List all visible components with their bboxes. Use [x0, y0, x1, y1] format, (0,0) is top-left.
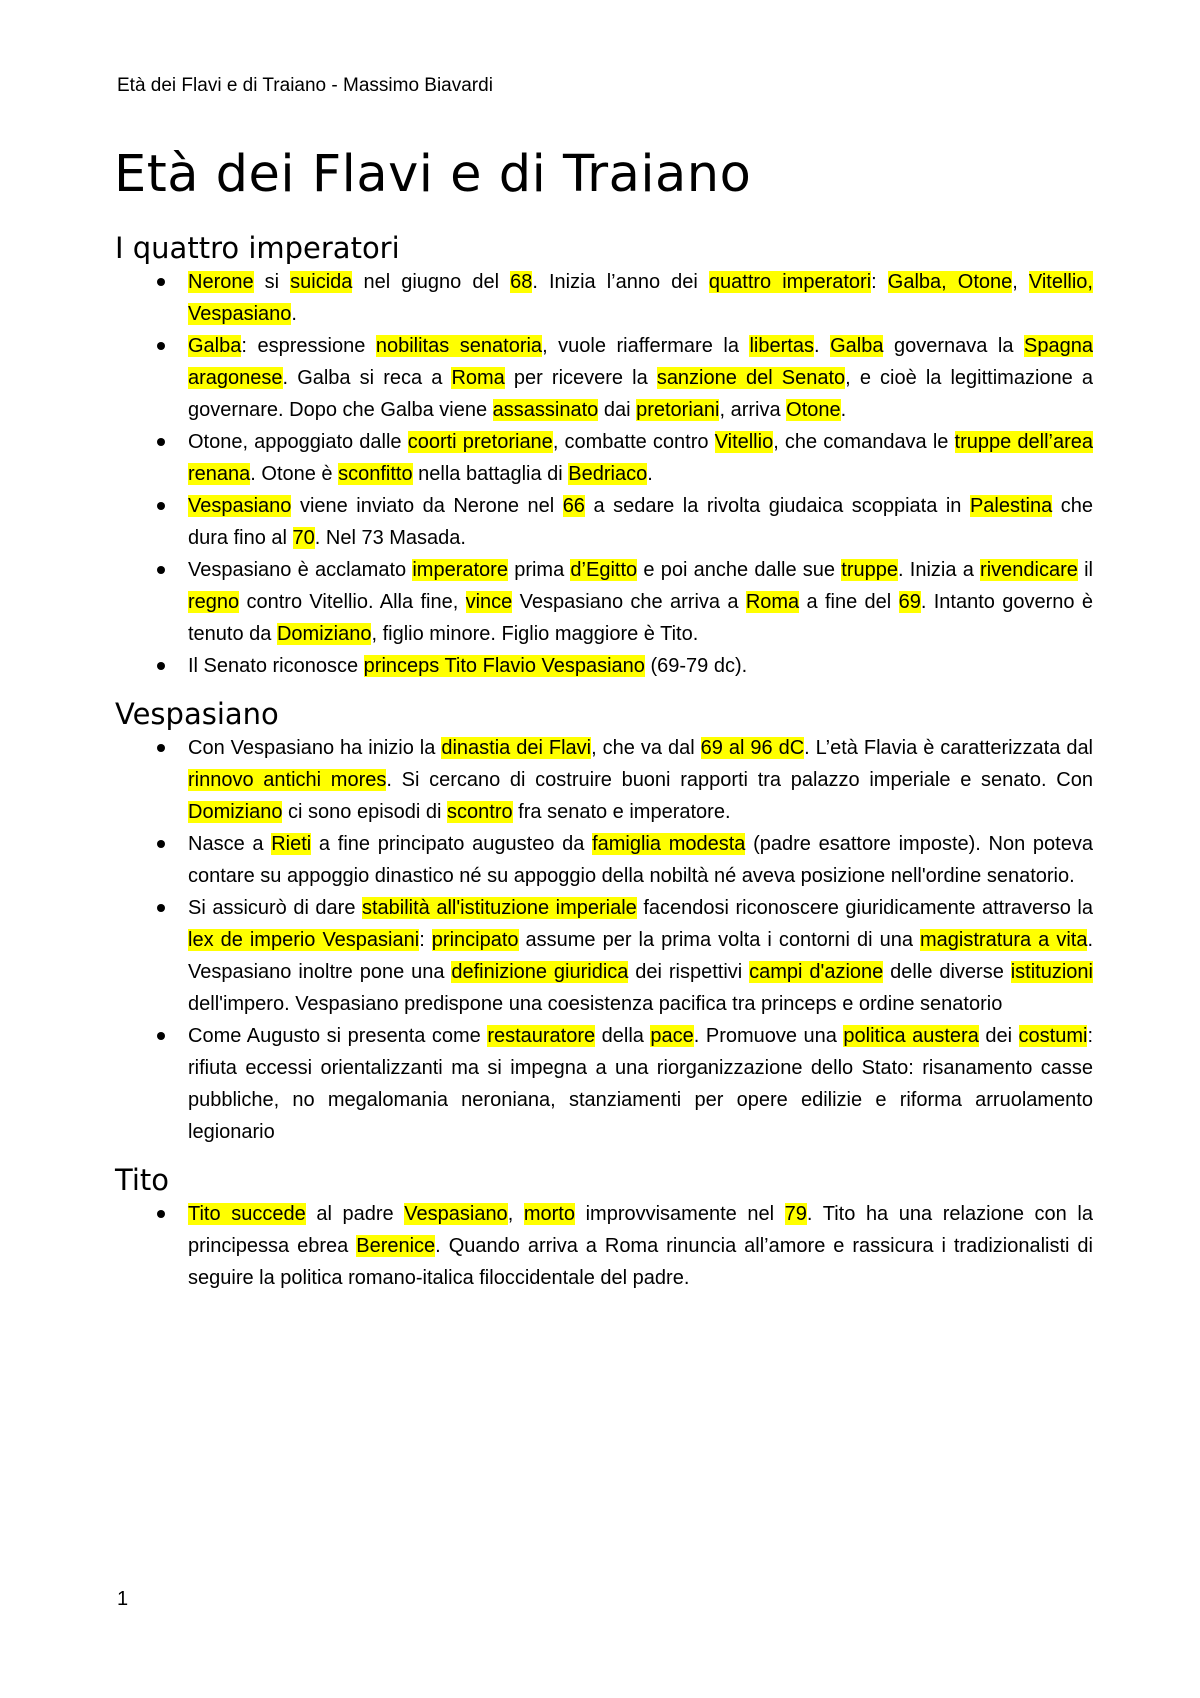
text-segment: : [871, 271, 888, 293]
highlighted-text: morto [523, 1203, 575, 1225]
section [115, 230, 1093, 682]
text-segment: . Tito ha una relazione con la principessa ebrea [188, 1203, 1093, 1257]
text-segment: Il Senato riconosce [188, 655, 364, 677]
section-heading: Vespasiano [115, 697, 279, 731]
text-segment: a sedare la rivolta giudaica scoppiata in [584, 495, 970, 517]
text-segment: a fine del [799, 591, 899, 613]
text-segment: : [419, 929, 432, 951]
text-segment: Otone, appoggiato dalle [188, 431, 408, 453]
text-segment: . L’età Flavia è caratterizzata dal [804, 737, 1094, 759]
highlighted-text: 69 [898, 591, 921, 613]
document-body [115, 230, 1093, 1308]
bullet-dot-icon [157, 1032, 165, 1040]
list-item [115, 1020, 1093, 1148]
bullet-list [115, 266, 1093, 682]
bullet-dot-icon [157, 840, 165, 848]
highlighted-text: famiglia modesta [592, 833, 746, 855]
text-segment: . Inizia l’anno dei [532, 271, 709, 293]
highlighted-text: coorti pretoriane [407, 431, 553, 453]
highlighted-text: suicida [290, 271, 353, 293]
highlighted-text: dinastia dei Flavi [441, 737, 592, 759]
highlighted-text: Domiziano [188, 801, 283, 823]
text-segment: . Galba si reca a [282, 367, 452, 389]
text-segment: , che va dal [591, 737, 701, 759]
text-segment: , [1012, 271, 1029, 293]
text-segment: . Vespasiano inoltre pone una [188, 929, 1094, 983]
text-segment: a fine principato augusteo da [311, 833, 593, 855]
text-segment: , figlio minore. Figlio maggiore è Tito. [371, 623, 699, 645]
highlighted-text: 69 al 96 dC [700, 737, 805, 759]
section-heading: I quattro imperatori [115, 231, 400, 265]
highlighted-text: rinnovo antichi mores [188, 769, 387, 791]
text-segment: . Otone è [250, 463, 339, 485]
list-item [115, 828, 1093, 892]
text-segment: per ricevere la [504, 367, 657, 389]
text-segment: , arriva [719, 399, 787, 421]
highlighted-text: Vitellio [714, 431, 774, 453]
highlighted-text: princeps Tito Flavio Vespasiano [363, 655, 645, 677]
highlighted-text: Vitellio, Vespasiano [188, 271, 1093, 325]
text-segment: Come Augusto si presenta come [188, 1025, 488, 1047]
highlighted-text: definizione giuridica [451, 961, 629, 983]
highlighted-text: vince [465, 591, 513, 613]
highlighted-text: Berenice [356, 1235, 436, 1257]
list-item [115, 330, 1093, 426]
text-segment: . Quando arriva a Roma rinuncia all’amore e rassicura i tradizionalisti di seguire la politica romano-italica filoccidentale del padre. [188, 1235, 1093, 1289]
highlighted-text: Galba [830, 335, 884, 357]
highlighted-text: restauratore [487, 1025, 596, 1047]
text-segment: contro Vitellio. Alla fine, [239, 591, 466, 613]
highlighted-text: rivendicare [980, 559, 1078, 581]
list-item [115, 266, 1093, 330]
text-segment: nel giugno del [352, 271, 511, 293]
text-segment: al padre [305, 1203, 405, 1225]
text-segment: dell'impero. Vespasiano predispone una coesistenza pacifica tra princeps e ordine senatorio [188, 993, 1003, 1015]
text-segment: che dura fino al [188, 495, 1093, 549]
bullet-dot-icon [157, 438, 165, 446]
document-title: Età dei Flavi e di Traiano [114, 145, 752, 204]
list-item [115, 490, 1093, 554]
highlighted-text: quattro imperatori [708, 271, 872, 293]
text-segment: fra senato e imperatore. [512, 801, 731, 823]
highlighted-text: d’Egitto [570, 559, 638, 581]
text-segment: Vespasiano è acclamato [188, 559, 413, 581]
highlighted-text: Roma [745, 591, 800, 613]
list-item [115, 426, 1093, 490]
bullet-dot-icon [157, 1210, 165, 1218]
highlighted-text: istituzioni [1010, 961, 1093, 983]
highlighted-text: Galba, Otone [887, 271, 1013, 293]
section [115, 696, 1093, 1148]
highlighted-text: Galba [188, 335, 242, 357]
text-segment: . [840, 399, 847, 421]
text-segment: , vuole riaffermare la [542, 335, 750, 357]
text-segment: . Promuove una [693, 1025, 844, 1047]
highlighted-text: pretoriani [636, 399, 720, 421]
text-segment: assume per la prima volta i contorni di una [518, 929, 920, 951]
text-segment: . [813, 335, 831, 357]
highlighted-text: Roma [451, 367, 505, 389]
highlighted-text: magistratura a vita [920, 929, 1088, 951]
highlighted-text: Otone [786, 399, 841, 421]
highlighted-text: Vespasiano [188, 495, 292, 517]
highlighted-text: 68 [510, 271, 533, 293]
text-segment: . Nel 73 Masada. [314, 527, 466, 549]
bullet-dot-icon [157, 278, 165, 286]
highlighted-text: 70 [292, 527, 315, 549]
section [115, 1162, 1093, 1294]
text-segment: , e cioè la legittimazione a governare. Dopo che Galba viene [188, 367, 1093, 421]
text-segment: : espressione [241, 335, 376, 357]
bullet-dot-icon [157, 502, 165, 510]
text-segment: dei rispettivi [628, 961, 750, 983]
text-segment: nella battaglia di [412, 463, 569, 485]
text-segment: . [291, 303, 297, 325]
text-segment: Con Vespasiano ha inizio la [188, 737, 442, 759]
highlighted-text: Bedriaco [568, 463, 648, 485]
list-item [115, 554, 1093, 650]
highlighted-text: Nerone [188, 271, 254, 293]
highlighted-text: truppe [841, 559, 898, 581]
highlighted-text: pace [650, 1025, 694, 1047]
highlighted-text: principato [431, 929, 519, 951]
highlighted-text: imperatore [412, 559, 508, 581]
text-segment: facendosi riconoscere giuridicamente attraverso la [636, 897, 1093, 919]
highlighted-text: 79 [784, 1203, 807, 1225]
highlighted-text: sanzione del Senato [656, 367, 846, 389]
text-segment: : rifiuta eccessi orientalizzanti ma si impegna a una riorganizzazione dello Stato: risanamento casse pubbliche, no megalomania neroniana, stanziamenti per opere edilizie e riforma arruolamento legionario [188, 1025, 1093, 1143]
bullet-list [115, 1198, 1093, 1294]
bullet-dot-icon [157, 342, 165, 350]
bullet-dot-icon [157, 904, 165, 912]
text-segment: dei [978, 1025, 1019, 1047]
highlighted-text: nobilitas senatoria [375, 335, 543, 357]
highlighted-text: costumi [1018, 1025, 1088, 1047]
text-segment: . Si cercano di costruire buoni rapporti tra palazzo imperiale e senato. Con [386, 769, 1093, 791]
running-header: Età dei Flavi e di Traiano - Massimo Biavardi [117, 75, 493, 96]
list-item [115, 650, 1093, 682]
text-segment: della [595, 1025, 651, 1047]
highlighted-text: regno [188, 591, 240, 613]
text-segment: (padre esattore imposte). Non poteva contare su appoggio dinastico né su appoggio della nobiltà né aveva posizione nell'ordine senatorio. [188, 833, 1093, 887]
text-segment: , che comandava le [773, 431, 955, 453]
bullet-dot-icon [157, 662, 165, 670]
text-segment: . [647, 463, 653, 485]
text-segment: Si assicurò di dare [188, 897, 362, 919]
list-item [115, 892, 1093, 1020]
text-segment: Vespasiano che arriva a [512, 591, 746, 613]
list-item [115, 1198, 1093, 1294]
highlighted-text: Rieti [271, 833, 312, 855]
text-segment: il [1077, 559, 1093, 581]
highlighted-text: 66 [562, 495, 585, 517]
highlighted-text: truppe dell’area renana [188, 431, 1093, 485]
highlighted-text: lex de imperio Vespasiani [188, 929, 420, 951]
text-segment: e poi anche dalle sue [637, 559, 842, 581]
list-item [115, 732, 1093, 828]
page-number: 1 [117, 1588, 129, 1610]
text-segment: dai [598, 399, 637, 421]
bullet-list [115, 732, 1093, 1148]
highlighted-text: Vespasiano [404, 1203, 508, 1225]
bullet-dot-icon [157, 744, 165, 752]
highlighted-text: Palestina [969, 495, 1053, 517]
highlighted-text: Domiziano [276, 623, 372, 645]
highlighted-text: sconfitto [338, 463, 413, 485]
text-segment: (69-79 dc). [644, 655, 748, 677]
highlighted-text: libertas [749, 335, 814, 357]
highlighted-text: scontro [447, 801, 513, 823]
text-segment: viene inviato da Nerone nel [291, 495, 563, 517]
highlighted-text: assassinato [492, 399, 599, 421]
section-heading: Tito [115, 1163, 169, 1197]
highlighted-text: Spagna aragonese [188, 335, 1094, 389]
highlighted-text: politica austera [843, 1025, 979, 1047]
highlighted-text: campi d'azione [749, 961, 884, 983]
text-segment: , [507, 1203, 524, 1225]
text-segment: prima [507, 559, 571, 581]
text-segment: Nasce a [188, 833, 272, 855]
highlighted-text: Tito succede [188, 1203, 306, 1225]
highlighted-text: stabilità all'istituzione imperiale [361, 897, 637, 919]
text-segment: delle diverse [883, 961, 1011, 983]
text-segment: . Inizia a [898, 559, 981, 581]
text-segment: improvvisamente nel [574, 1203, 785, 1225]
bullet-dot-icon [157, 566, 165, 574]
text-segment: ci sono episodi di [282, 801, 448, 823]
text-segment: , combatte contro [552, 431, 715, 453]
text-segment: governava la [883, 335, 1025, 357]
text-segment: si [253, 271, 291, 293]
text-segment: . Intanto governo è tenuto da [188, 591, 1093, 645]
